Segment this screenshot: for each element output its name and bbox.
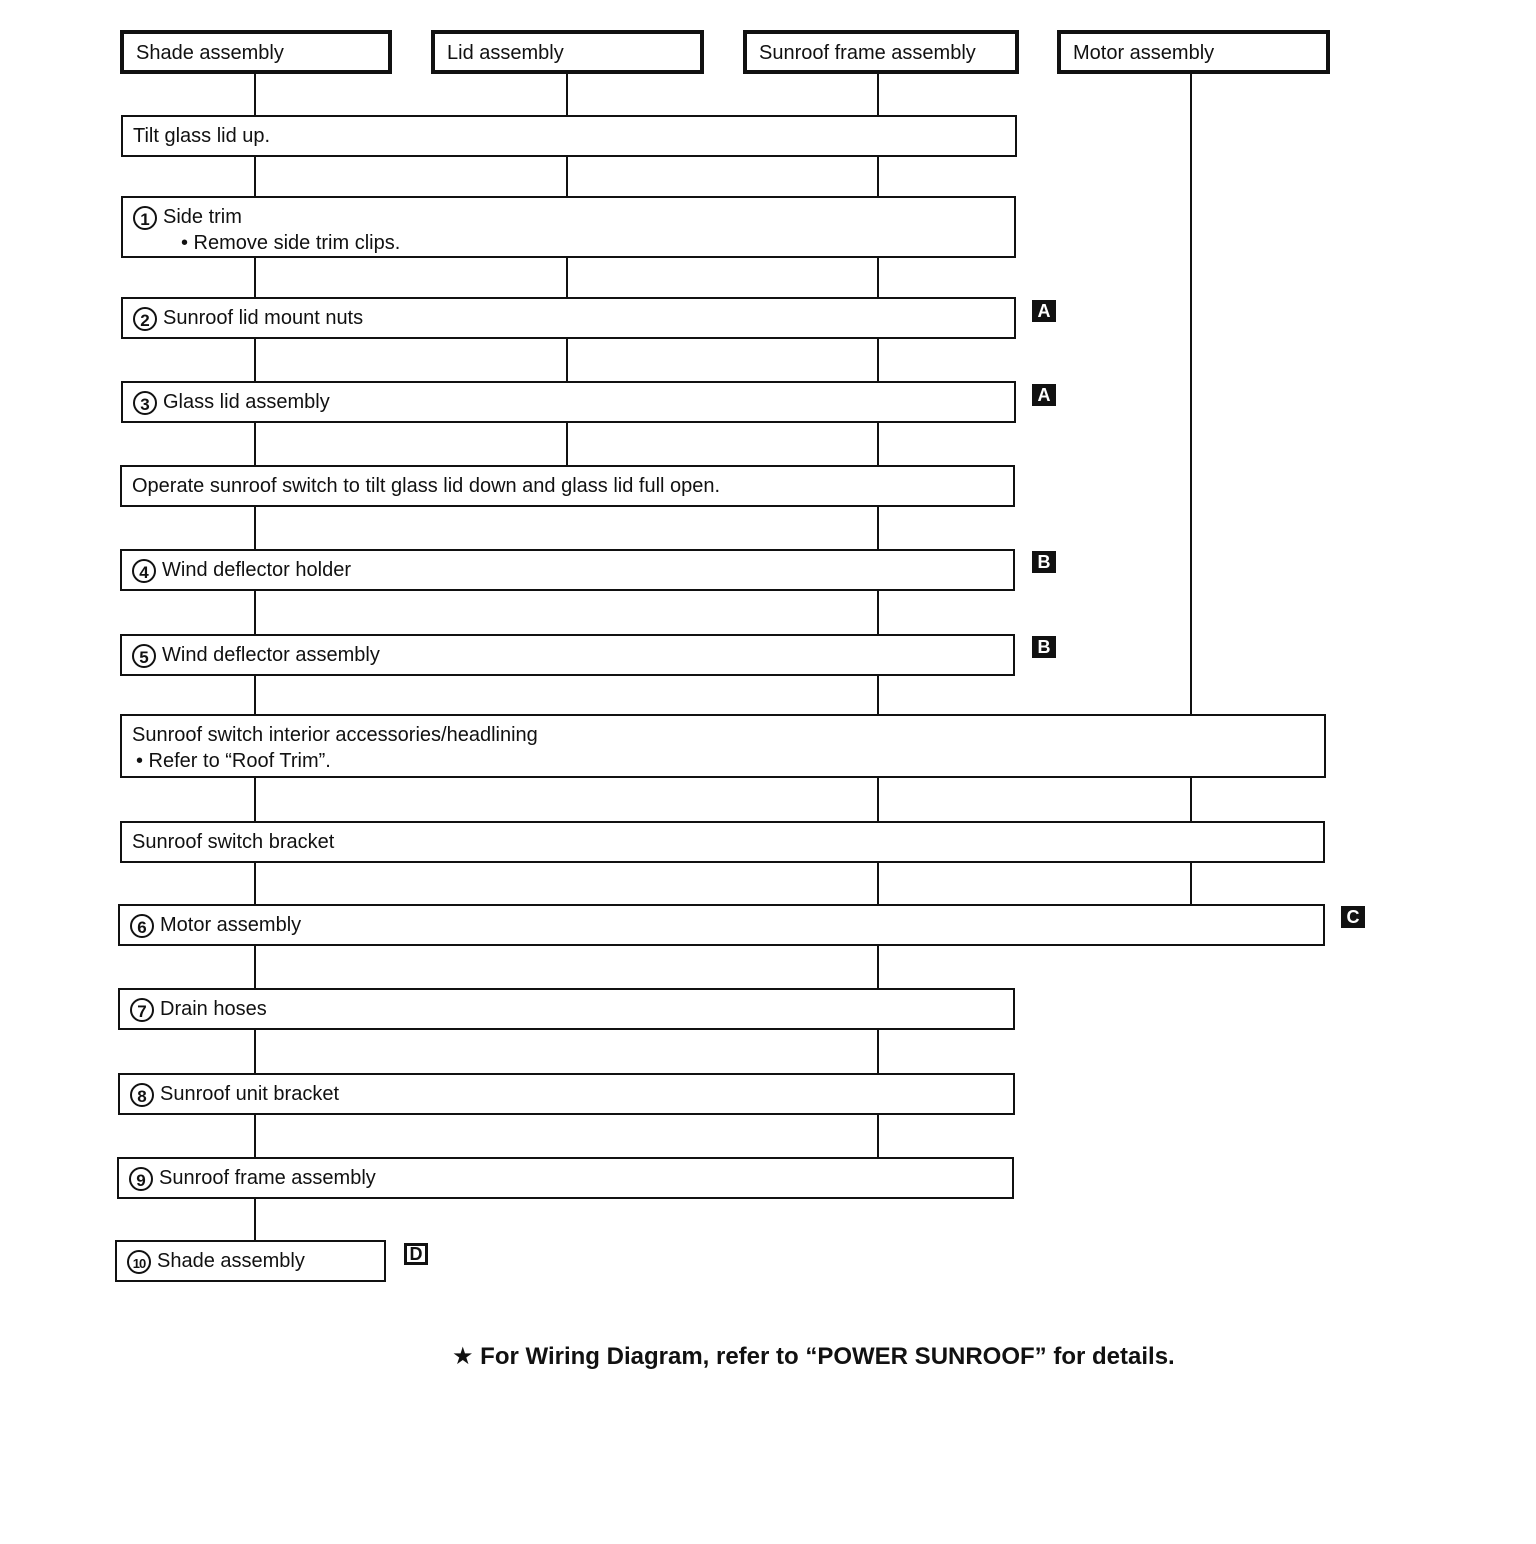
header-sunroof-frame-assembly bbox=[743, 30, 1019, 74]
header-label: Shade assembly bbox=[136, 42, 284, 64]
step-number: 10 bbox=[127, 1250, 151, 1274]
step-sunroof-lid-mount-nuts bbox=[121, 297, 1016, 339]
step-text: Drain hoses bbox=[160, 998, 267, 1020]
header-label: Lid assembly bbox=[447, 42, 564, 64]
step-text: Sunroof switch bracket bbox=[132, 831, 335, 853]
step-subnote: • Remove side trim clips. bbox=[181, 232, 401, 254]
step-sunroof-switch-bracket bbox=[120, 821, 1325, 863]
step-text: Wind deflector assembly bbox=[162, 644, 380, 666]
step-number: 8 bbox=[130, 1083, 154, 1107]
step-number: 9 bbox=[129, 1167, 153, 1191]
step-number: 5 bbox=[132, 644, 156, 668]
step-text: Sunroof lid mount nuts bbox=[163, 307, 364, 329]
step-interior-accessories-headlining bbox=[120, 714, 1326, 778]
step-side-trim bbox=[121, 196, 1016, 258]
reference-tag: D bbox=[404, 1243, 428, 1265]
step-text: Operate sunroof switch to tilt glass lid down and glass lid full open. bbox=[132, 475, 721, 497]
reference-tag: B bbox=[1032, 636, 1056, 658]
connector-line bbox=[1190, 74, 1192, 906]
step-number: 4 bbox=[132, 559, 156, 583]
reference-tag: C bbox=[1341, 906, 1365, 928]
step-number: 2 bbox=[133, 307, 157, 331]
reference-tag: A bbox=[1032, 300, 1056, 322]
header-label: Sunroof frame assembly bbox=[759, 42, 976, 64]
step-sunroof-frame-assembly bbox=[117, 1157, 1014, 1199]
step-text: Sunroof switch interior accessories/headlining bbox=[132, 724, 538, 746]
step-text: Sunroof unit bracket bbox=[160, 1083, 339, 1105]
step-number: 1 bbox=[133, 206, 157, 230]
header-label: Motor assembly bbox=[1073, 42, 1215, 64]
step-drain-hoses bbox=[118, 988, 1015, 1030]
header-lid-assembly bbox=[431, 30, 704, 74]
step-number: 6 bbox=[130, 914, 154, 938]
step-text: Wind deflector holder bbox=[162, 559, 351, 581]
step-motor-assembly bbox=[118, 904, 1325, 946]
step-text: Tilt glass lid up. bbox=[133, 125, 271, 147]
step-text: Sunroof frame assembly bbox=[159, 1167, 376, 1189]
step-operate-sunroof-switch bbox=[120, 465, 1015, 507]
step-text: Shade assembly bbox=[157, 1250, 305, 1272]
step-glass-lid-assembly bbox=[121, 381, 1016, 423]
reference-tag: B bbox=[1032, 551, 1056, 573]
step-number: 7 bbox=[130, 998, 154, 1022]
step-sunroof-unit-bracket bbox=[118, 1073, 1015, 1115]
reference-tag: A bbox=[1032, 384, 1056, 406]
step-wind-deflector-assembly bbox=[120, 634, 1015, 676]
step-number: 3 bbox=[133, 391, 157, 415]
step-subnote: • Refer to “Roof Trim”. bbox=[136, 750, 331, 772]
header-motor-assembly bbox=[1057, 30, 1330, 74]
step-text: Side trim bbox=[163, 206, 242, 228]
step-text: Motor assembly bbox=[160, 914, 302, 936]
step-shade-assembly bbox=[115, 1240, 386, 1282]
header-shade-assembly bbox=[120, 30, 392, 74]
step-text: Glass lid assembly bbox=[163, 391, 330, 413]
wiring-diagram-footnote: ★ For Wiring Diagram, refer to “POWER SUNROOF” for details. bbox=[452, 1343, 1175, 1370]
step-wind-deflector-holder bbox=[120, 549, 1015, 591]
step-tilt-glass-lid-up bbox=[121, 115, 1017, 157]
